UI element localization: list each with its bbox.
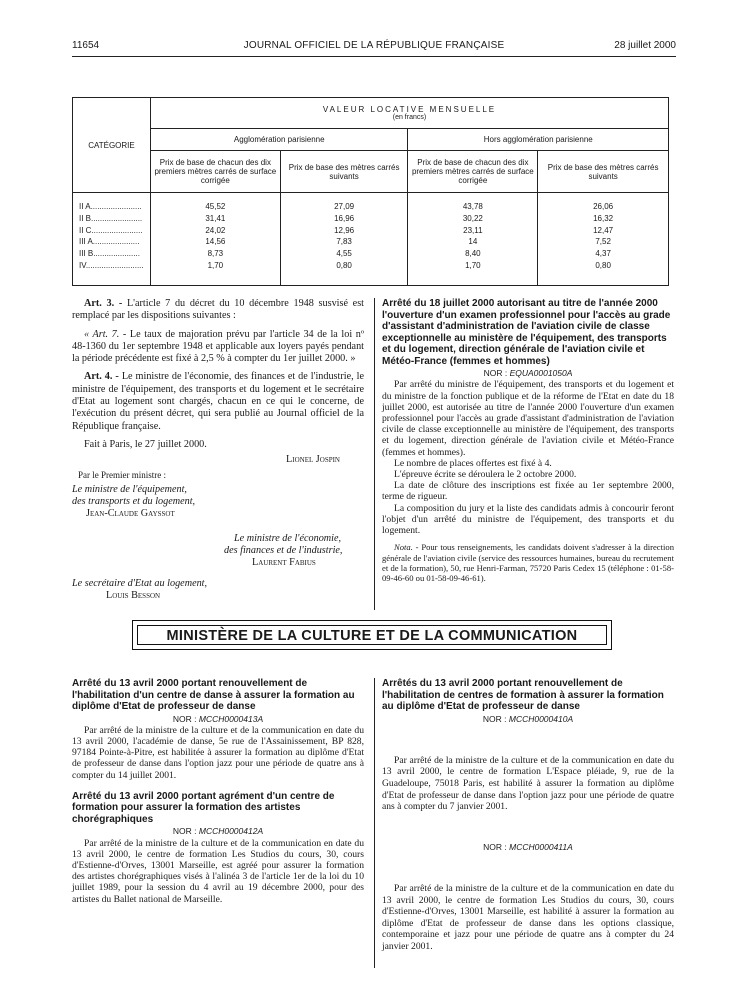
minister-economy-title-2: des finances et de l'industrie, xyxy=(224,545,343,557)
issue-date: 28 juillet 2000 xyxy=(614,40,676,51)
aviation-paragraph-2: Le nombre de places offertes est fixé à 4. xyxy=(394,457,552,469)
group-paris: Agglomération parisienne xyxy=(150,129,408,151)
nor-reference: NOR : MCCH0000413A xyxy=(172,713,264,724)
article-7-quote: « Art. 7. - Le taux de majoration prévu par l'article 34 de la loi nº 48-1360 du 1er septembre 1948 et applicable aux loyers payés pendant la période précédente est fixé à 2,5 % à compter du 1er juillet 2000. » xyxy=(72,328,365,365)
secretary-state-title: Le secrétaire d'Etat au logement, xyxy=(72,577,208,589)
paris-suivants-column: 27,09 16,96 12,96 7,83 4,55 0,80 xyxy=(280,193,408,286)
by-prime-minister: Par le Premier ministre : xyxy=(78,469,166,480)
dance-paragraph-1: Par arrêté de la ministre de la culture et de la communication en date du 13 avril 2000, l'académie de danse, 5e rue de l'Assainissement, BP 828, 97184 Pointe-à-Pitre, est habilitée à assurer la formation au diplôme d'Etat de professeur de danse dans l'option jazz pour une période de quatre ans à compter du 14 juillet 2001. xyxy=(72,724,364,781)
dance-paragraph-2: Par arrêté de la ministre de la culture et de la communication en date du 13 avril 2000, le centre de formation Les Studios du cours, 30, cours d'Estienne-d'Orves, 13001 Marseille, est agréé pour assurer la formation des artistes chorégraphiques visés à l'alinéa 3 de l'article 1er de la loi du 10 juillet 1989, pour la session du 4 avril au 19 décembre 2000, pour des artistes du Ballet national de Marseille. xyxy=(72,837,364,905)
aviation-paragraph-5: La composition du jury et la liste des candidats admis à concourir feront l'objet d'un arrêté du ministre de l'équipement, des transports et du logement. xyxy=(382,502,674,536)
paris-base10-column: 45,52 31,41 24,02 14,56 8,73 1,70 xyxy=(150,193,280,286)
nor-reference: NOR : MCCH0000412A xyxy=(172,826,264,837)
table-row: IV.......................... xyxy=(79,260,144,270)
col-header-suivants: Prix de base des mètres carrés suivants xyxy=(280,151,408,193)
aviation-paragraph-4: La date de clôture des inscriptions est fixée au 1er septembre 2000, terme de rigueur. xyxy=(382,480,674,503)
minister-equipment-title-2: des transports et du logement, xyxy=(72,496,196,508)
table-title: VALEUR LOCATIVE MENSUELLE xyxy=(322,105,497,114)
category-header: CATÉGORIE xyxy=(73,98,151,193)
page-header xyxy=(72,40,676,54)
article-4: Art. 4. - Le ministre de l'économie, des finances et de l'industrie, le ministre de l'équipement, des transports et du logement et le secrétaire d'Etat au logement sont chargés, chacun en ce qui le concerne, de l'exécution du présent décret, qui sera publié au Journal officiel de la République française. xyxy=(72,371,364,432)
header-rule xyxy=(72,56,676,57)
page-number: 11654 xyxy=(72,40,100,51)
aviation-note: Nota. - Pour tous renseignements, les candidats doivent s'adresser à la direction générale de l'aviation civile (service des ressources humaines, bureau du recrutement et de la formation), 50, rue Henri-Farman, 75720 Paris Cedex 15 (téléphone : 01-58-09-46-60 ou 01-58-09-46-61). xyxy=(382,542,674,584)
dance-decree-title-1: Arrêté du 13 avril 2000 portant renouvellement de l'habilitation d'un centre de danse à assurer la formation au diplôme d'Etat de professeur de danse xyxy=(72,678,355,712)
aviation-decree-title: Arrêté du 18 juillet 2000 autorisant au titre de l'année 2000 l'ouverture d'un examen professionnel pour l'accès au grade d'assistant d'administration de l'aviation civile de classe exceptionnelle au ministère de l'équipement, des transports et du logement, direction générale de l'aviation civile et Météo-France (femmes et hommes) xyxy=(382,298,671,367)
category-column xyxy=(73,193,151,286)
aviation-paragraph-1: Par arrêté du ministre de l'équipement, des transports et du logement et du ministre de la fonction publique et de la réforme de l'Etat en date du 18 juillet 2000, est autorisée au titre de l'année 2000 l'ouverture d'un examen professionnel pour l'accès au grade d'assistant d'administration de l'aviation civile de classe exceptionnelle au ministère de l'équipement, des transports et du logement, direction générale de l'aviation civile et Météo-France (femmes et hommes). xyxy=(382,379,674,458)
minister-economy-title: Le ministre de l'économie, xyxy=(234,532,342,544)
table-row: II C....................... xyxy=(79,225,143,235)
culture-left-column xyxy=(72,678,364,905)
signatory-fabius: Laurent Fabius xyxy=(252,557,316,569)
nor-reference: NOR : MCCH0000411A xyxy=(483,841,573,852)
signatory-prime-minister: Lionel Jospin xyxy=(286,454,340,466)
column-divider xyxy=(374,678,375,968)
signatory-gayssot: Jean-Claude Gayssot xyxy=(86,508,175,520)
article-3: Art. 3. - L'article 7 du décret du 10 décembre 1948 susvisé est remplacé par les dispositions suivantes : xyxy=(72,298,364,322)
aviation-paragraph-3: L'épreuve écrite se déroulera le 2 octobre 2000. xyxy=(394,468,577,480)
table-row: II B....................... xyxy=(79,213,143,223)
journal-title: JOURNAL OFFICIEL DE LA RÉPUBLIQUE FRANÇAISE xyxy=(243,40,505,51)
table-row: III B..................... xyxy=(79,249,140,259)
signatory-besson: Louis Besson xyxy=(106,589,161,601)
column-divider xyxy=(374,298,375,610)
table-row: III A..................... xyxy=(79,237,140,247)
dance-decree-title-2: Arrêté du 13 avril 2000 portant agrément d'un centre de formation pour assurer la formation des artistes chorégraphiques xyxy=(72,790,335,825)
signing-place-date: Fait à Paris, le 27 juillet 2000. xyxy=(84,438,207,450)
table-unit: (en francs) xyxy=(392,114,427,121)
col-header-base10: Prix de base de chacun des dix premiers mètres carrés de surface corrigée xyxy=(150,151,280,193)
col-header-suivants: Prix de base des mètres carrés suivants xyxy=(538,151,669,193)
ministry-heading: MINISTÈRE DE LA CULTURE ET DE LA COMMUNICATION xyxy=(137,625,607,645)
group-hors-paris: Hors agglomération parisienne xyxy=(408,129,669,151)
minister-equipment-title: Le ministre de l'équipement, xyxy=(72,483,187,495)
hors-suivants-column: 26,06 16,32 12,47 7,52 4,37 0,80 xyxy=(538,193,669,286)
ministry-heading-box xyxy=(132,620,612,650)
rent-table xyxy=(72,97,669,286)
culture-right-column xyxy=(382,678,674,953)
col-header-base10: Prix de base de chacun des dix premiers mètres carrés de surface corrigée xyxy=(408,151,538,193)
nor-reference: NOR : EQUA0001050A xyxy=(483,368,573,378)
dance-paragraph-4: Par arrêté de la ministre de la culture et de la communication en date du 13 avril 2000, le centre de formation Les Studios du cours, 30, cours d'Estienne-d'Orves, 13001 Marseille, est habilité à assurer la formation au diplôme d'Etat de professeur de danse dans les options classique, contemporaine et jazz pour une période de quatre ans à compter du 24 janvier 2001. xyxy=(382,883,674,953)
table-title-cell xyxy=(150,98,668,129)
dance-paragraph-3: Par arrêté de la ministre de la culture et de la communication en date du 13 avril 2000, le centre de formation L'Espace pléiade, 9, rue de la Guadeloupe, 75018 Paris, est habilité à assurer la formation au diplôme d'Etat de professeur de danse dans l'option jazz pour une période de quatre ans à compter du 7 janvier 2001. xyxy=(382,754,674,813)
aviation-decree-column xyxy=(382,298,674,584)
table-row: II A....................... xyxy=(79,202,142,211)
nor-reference: NOR : MCCH0000410A xyxy=(482,713,574,724)
dance-decrees-title: Arrêtés du 13 avril 2000 portant renouvellement de l'habilitation de centres de formation à assurer la formation au diplôme d'Etat de professeur de danse xyxy=(382,678,664,712)
hors-base10-column: 43,78 30,22 23,11 14 8,40 1,70 xyxy=(408,193,538,286)
decree-articles-column xyxy=(72,298,364,602)
